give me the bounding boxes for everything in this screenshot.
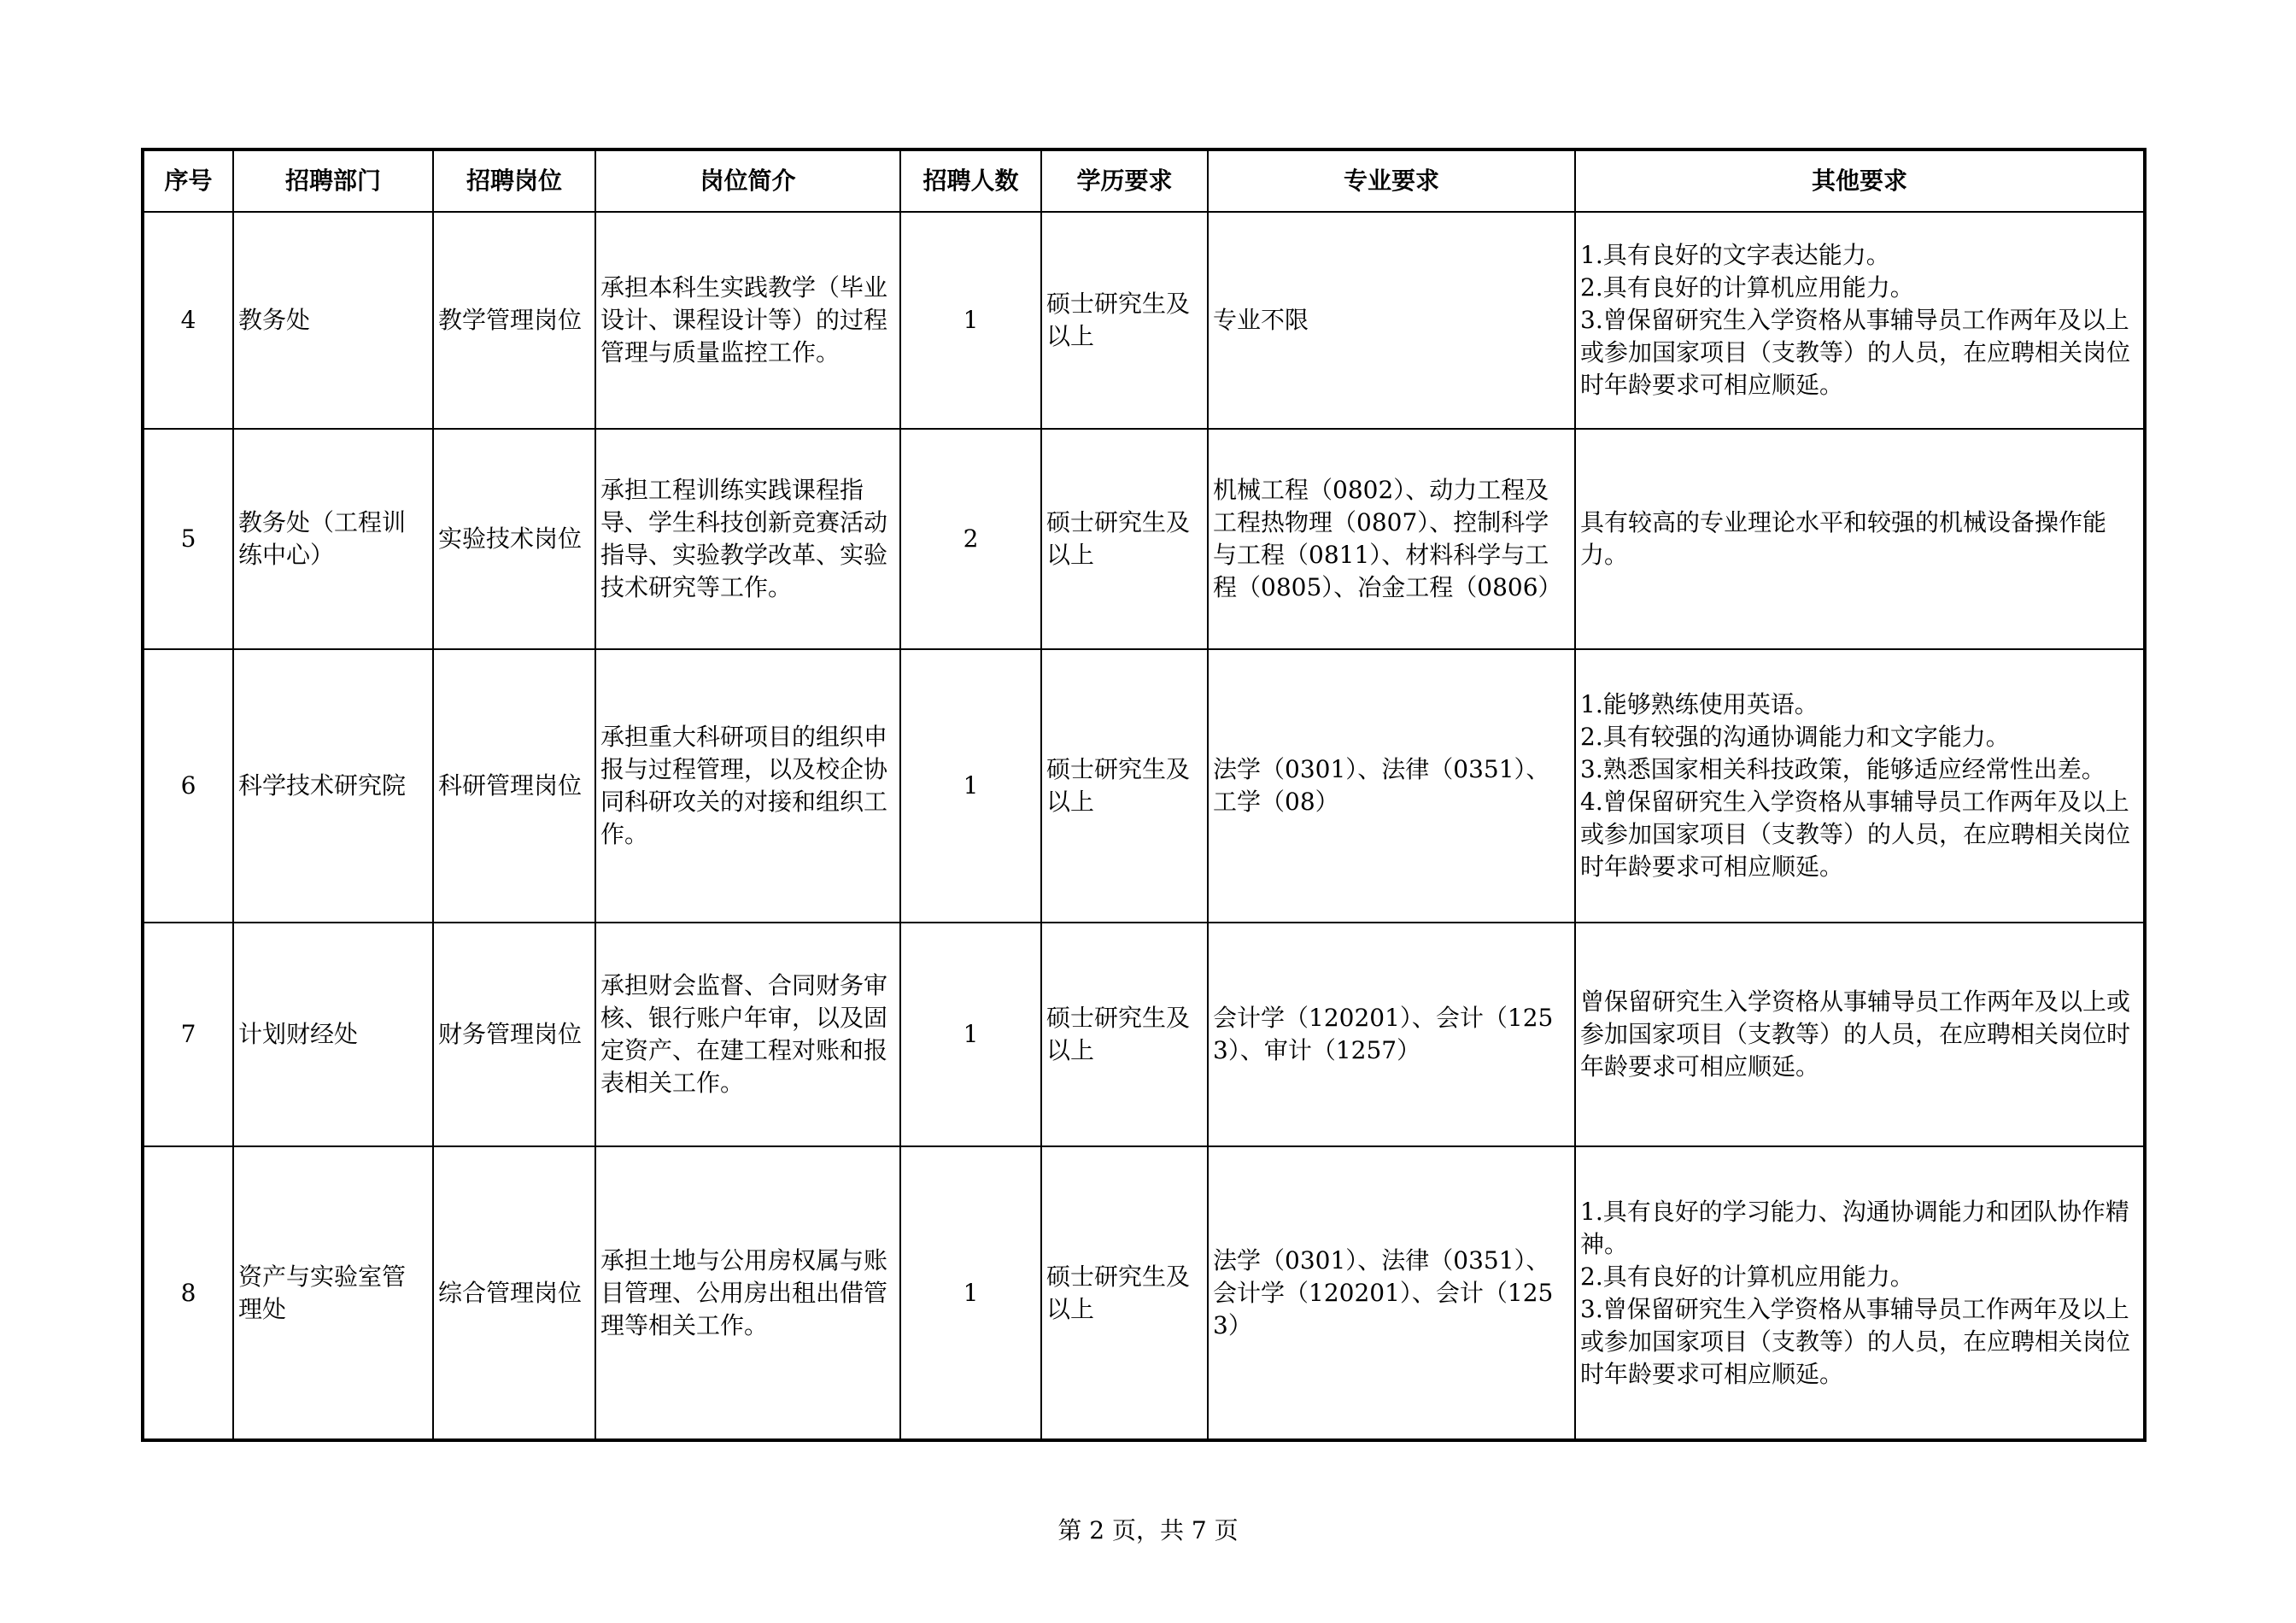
table-row (143, 429, 2145, 649)
cell-other (1575, 649, 2145, 923)
other-line: 2.具有良好的计算机应用能力。 (1580, 273, 1914, 302)
header-major: 专业要求 (1208, 149, 1575, 212)
cell-post: 实验技术岗位 (433, 429, 595, 649)
header-post: 招聘岗位 (433, 149, 595, 212)
cell-edu: 硕士研究生及以上 (1041, 649, 1208, 923)
other-line: 1.具有良好的文字表达能力。 (1580, 241, 1890, 269)
table-row (143, 212, 2145, 429)
other-line: 4.曾保留研究生入学资格从事辅导员工作两年及以上或参加国家项目（支教等）的人员，在应聘相关岗位时年龄要求可相应顺延。 (1580, 788, 2131, 881)
header-intro: 岗位简介 (595, 149, 900, 212)
cell-no: 5 (143, 429, 233, 649)
cell-other (1575, 212, 2145, 429)
cell-major: 法学（0301）、法律（0351）、会计学（120201）、会计（1253） (1208, 1146, 1575, 1440)
header-row (143, 149, 2145, 212)
cell-dept: 科学技术研究院 (233, 649, 433, 923)
cell-intro: 承担重大科研项目的组织申报与过程管理，以及校企协同科研攻关的对接和组织工作。 (595, 649, 900, 923)
cell-count: 1 (900, 649, 1041, 923)
table-row (143, 1146, 2145, 1440)
other-line: 具有较高的专业理论水平和较强的机械设备操作能力。 (1580, 508, 2107, 569)
other-line: 1.能够熟练使用英语。 (1580, 690, 1819, 718)
cell-no: 6 (143, 649, 233, 923)
other-line: 3.曾保留研究生入学资格从事辅导员工作两年及以上或参加国家项目（支教等）的人员，在应聘相关岗位时年龄要求可相应顺延。 (1580, 306, 2131, 399)
header-count: 招聘人数 (900, 149, 1041, 212)
cell-dept: 教务处（工程训练中心） (233, 429, 433, 649)
cell-major: 会计学（120201）、会计（1253）、审计（1257） (1208, 923, 1575, 1146)
cell-no: 7 (143, 923, 233, 1146)
cell-dept: 教务处 (233, 212, 433, 429)
cell-count: 1 (900, 1146, 1041, 1440)
cell-no: 4 (143, 212, 233, 429)
cell-edu: 硕士研究生及以上 (1041, 212, 1208, 429)
cell-post: 综合管理岗位 (433, 1146, 595, 1440)
table-row (143, 923, 2145, 1146)
other-line: 2.具有良好的计算机应用能力。 (1580, 1262, 1914, 1291)
header-no: 序号 (143, 149, 233, 212)
recruitment-table (141, 148, 2147, 1442)
other-line: 3.熟悉国家相关科技政策，能够适应经常性出差。 (1580, 755, 2106, 783)
other-line: 1.具有良好的学习能力、沟通协调能力和团队协作精神。 (1580, 1197, 2129, 1258)
table-row (143, 649, 2145, 923)
cell-count: 1 (900, 212, 1041, 429)
cell-edu: 硕士研究生及以上 (1041, 429, 1208, 649)
cell-intro: 承担工程训练实践课程指导、学生科技创新竞赛活动指导、实验教学改革、实验技术研究等工作。 (595, 429, 900, 649)
header-edu: 学历要求 (1041, 149, 1208, 212)
page-footer: 第 2 页，共 7 页 (1057, 1516, 1239, 1544)
other-line: 曾保留研究生入学资格从事辅导员工作两年及以上或参加国家项目（支教等）的人员，在应聘相关岗位时年龄要求可相应顺延。 (1580, 987, 2131, 1081)
cell-dept: 资产与实验室管理处 (233, 1146, 433, 1440)
cell-dept: 计划财经处 (233, 923, 433, 1146)
cell-other (1575, 923, 2145, 1146)
cell-count: 2 (900, 429, 1041, 649)
cell-count: 1 (900, 923, 1041, 1146)
header-other: 其他要求 (1575, 149, 2145, 212)
cell-no: 8 (143, 1146, 233, 1440)
cell-intro: 承担财会监督、合同财务审核、银行账户年审，以及固定资产、在建工程对账和报表相关工作。 (595, 923, 900, 1146)
other-line: 3.曾保留研究生入学资格从事辅导员工作两年及以上或参加国家项目（支教等）的人员，在应聘相关岗位时年龄要求可相应顺延。 (1580, 1294, 2131, 1388)
cell-intro: 承担本科生实践教学（毕业设计、课程设计等）的过程管理与质量监控工作。 (595, 212, 900, 429)
cell-edu: 硕士研究生及以上 (1041, 1146, 1208, 1440)
cell-post: 财务管理岗位 (433, 923, 595, 1146)
cell-major: 机械工程（0802）、动力工程及工程热物理（0807）、控制科学与工程（0811）、材料科学与工程（0805）、冶金工程（0806） (1208, 429, 1575, 649)
cell-other (1575, 429, 2145, 649)
cell-intro: 承担土地与公用房权属与账目管理、公用房出租出借管理等相关工作。 (595, 1146, 900, 1440)
cell-edu: 硕士研究生及以上 (1041, 923, 1208, 1146)
header-dept: 招聘部门 (233, 149, 433, 212)
other-line: 2.具有较强的沟通协调能力和文字能力。 (1580, 723, 2010, 751)
cell-post: 教学管理岗位 (433, 212, 595, 429)
cell-other (1575, 1146, 2145, 1440)
cell-major: 法学（0301）、法律（0351）、工学（08） (1208, 649, 1575, 923)
cell-major: 专业不限 (1208, 212, 1575, 429)
cell-post: 科研管理岗位 (433, 649, 595, 923)
